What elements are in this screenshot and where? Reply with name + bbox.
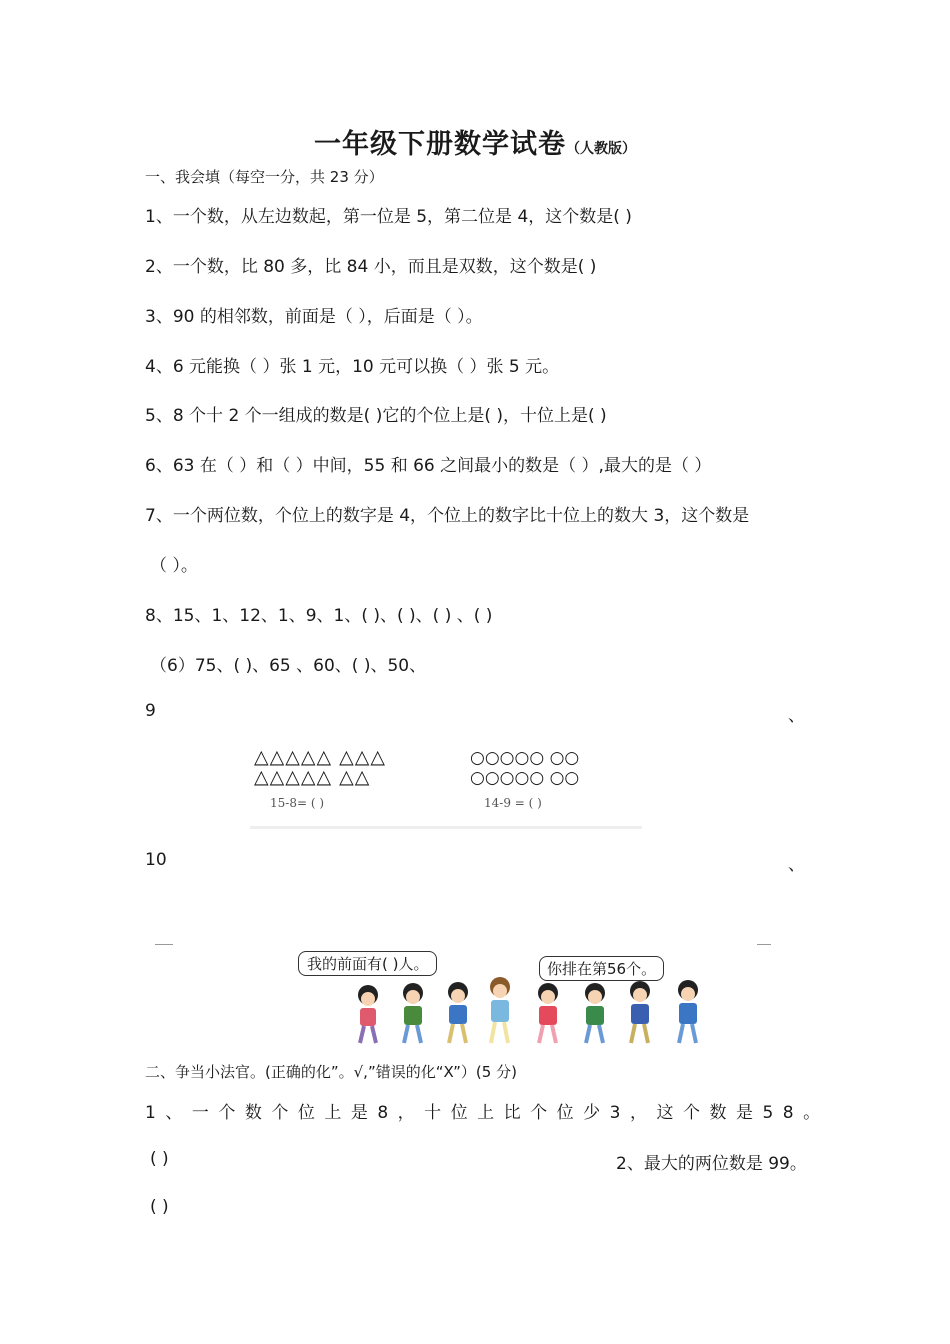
shapes-figure — [250, 742, 642, 832]
circles-row-bottom: ○○○○○ ○○ — [470, 768, 580, 788]
queue-figure — [155, 925, 805, 1050]
child-7 — [630, 981, 650, 1043]
speech-right-text: 你排在第56个。 — [547, 960, 657, 978]
question-9-number: 9 — [145, 701, 156, 721]
triangles-caption: 15-8= ( ) — [270, 796, 325, 810]
child-4 — [490, 977, 510, 1043]
section2-heading: 二、争当小法官。(正确的化”。√,”错误的化“X”）(5 分) — [145, 1063, 517, 1081]
child-2 — [403, 983, 423, 1043]
title-edition: （人教版） — [566, 141, 636, 157]
question-5: 5、8 个十 2 个一组成的数是( )它的个位上是( )，十位上是( ) — [145, 406, 607, 426]
speech-left-text: 我的前面有( )人。 — [307, 955, 429, 973]
triangles-row-bottom: △△△△△ △△ — [254, 766, 371, 788]
section2-question-2-answer: ( ) — [150, 1197, 169, 1217]
child-3 — [448, 982, 468, 1043]
question-9-tail: 、 — [788, 706, 805, 726]
question-1: 1、一个数，从左边数起，第一位是 5，第二位是 4，这个数是( ) — [145, 207, 632, 227]
section2-question-1-answer: ( ) — [150, 1149, 169, 1169]
title-main: 一年级下册数学试卷 — [314, 129, 566, 160]
children-queue-illustration — [155, 925, 805, 1050]
section1-heading: 一、我会填（每空一分，共 23 分） — [145, 168, 384, 186]
section2-question-2: 2、最大的两位数是 99。 — [616, 1154, 807, 1174]
question-4: 4、6 元能换（ ）张 1 元，10 元可以换（ ）张 5 元。 — [145, 357, 560, 377]
question-10-tail: 、 — [788, 855, 805, 875]
child-1 — [358, 985, 378, 1043]
page-title — [0, 122, 950, 161]
question-8: 8、15、1、12、1、9、1、( )、( )、( ) 、( ) — [145, 606, 493, 626]
question-7: 7、一个两位数，个位上的数字是 4，个位上的数字比十位上的数大 3，这个数是 — [145, 506, 750, 526]
question-2: 2、一个数，比 80 多，比 84 小，而且是双数，这个数是( ) — [145, 257, 597, 277]
figure-cut-edge — [250, 826, 642, 829]
question-3: 3、90 的相邻数，前面是（ ），后面是（ ）。 — [145, 307, 483, 327]
child-6 — [585, 983, 605, 1043]
question-7-answer: （ ）。 — [150, 556, 198, 576]
question-8-sub6: （6）75、( )、65 、60、( )、50、 — [150, 656, 427, 676]
child-5 — [538, 983, 558, 1043]
circles-row-top: ○○○○○ ○○ — [470, 748, 580, 768]
circles-caption: 14-9 = ( ) — [484, 796, 542, 810]
section2-question-1: 1、一个数个位上是8，十位上比个位少3，这个数是58。 — [145, 1103, 830, 1123]
triangles-row-top: △△△△△ △△△ — [254, 746, 386, 768]
question-6: 6、63 在（ ）和（ ）中间，55 和 66 之间最小的数是（ ）,最大的是（ ） — [145, 456, 712, 476]
child-8 — [678, 980, 698, 1043]
question-10-number: 10 — [145, 850, 167, 870]
